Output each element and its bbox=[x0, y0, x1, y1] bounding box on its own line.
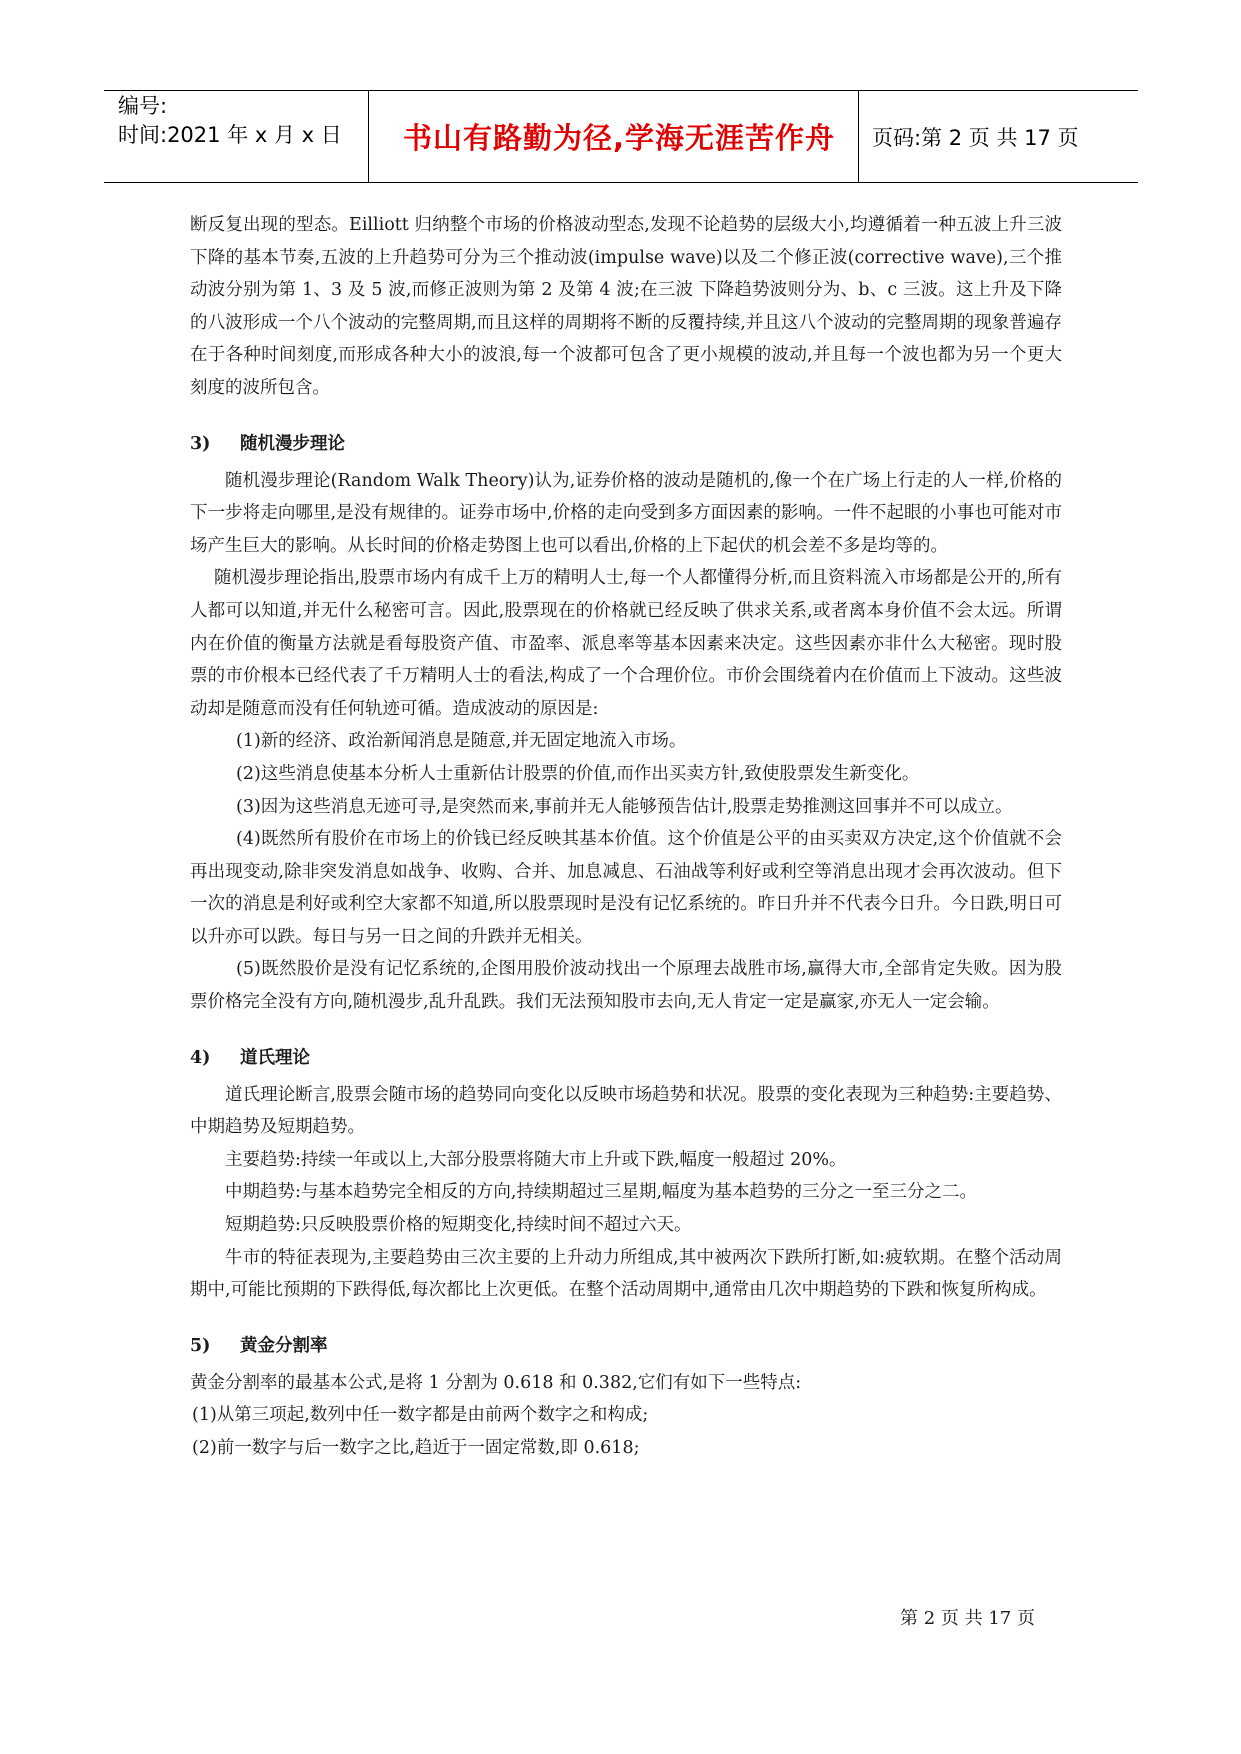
section-4-line-2: 中期趋势:与基本趋势完全相反的方向,持续期超过三星期,幅度为基本趋势的三分之一至三分之二。 bbox=[225, 1182, 978, 1203]
section-3-number: 3) bbox=[190, 433, 211, 454]
footer-page-number: 第 2 页 共 17 页 bbox=[900, 1608, 1035, 1629]
header-divider-left bbox=[368, 90, 369, 183]
section-3-item-2: (2)这些消息使基本分析人士重新估计股票的价值,而作出买卖方针,致使股票发生新变化。 bbox=[236, 763, 920, 784]
section-4-line-3: 短期趋势:只反映股票价格的短期变化,持续时间不超过六天。 bbox=[225, 1215, 692, 1236]
section-3-heading bbox=[190, 429, 1062, 459]
section-5-item-1: (1)从第三项起,数列中任一数字都是由前两个数字之和构成; bbox=[192, 1405, 649, 1426]
header-divider-right bbox=[858, 90, 859, 183]
section-3-paragraph-2: 随机漫步理论指出,股票市场内有成千上万的精明人士,每一个人都懂得分析,而且资料流入市场都是公开的,所有人都可以知道,并无什么秘密可言。因此,股票现在的价格就已经反映了供求关系,或者离本身价值不会太远。所谓内在价值的衡量方法就是看每股资产值、市盈率、派息率等基本因素来决定。这些因素亦非什么大秘密。现时股票的市价根本已经代表了千万精明人士的看法,构成了一个合理价位。市价会围绕着内在价值而上下波动。这些波动却是随意而没有任何轨迹可循。造成波动的原因是: bbox=[190, 568, 1062, 719]
section-5-item-2: (2)前一数字与后一数字之比,趋近于一固定常数,即 0.618; bbox=[192, 1438, 640, 1458]
section-4-paragraph-2: 牛市的特征表现为,主要趋势由三次主要的上升动力所组成,其中被两次下跌所打断,如:疲软期。在整个活动周期中,可能比预期的下跌得低,每次都比上次更低。在整个活动周期中,通常由几次中期趋势的下跌和恢复所构成。 bbox=[190, 1247, 1062, 1301]
section-4-paragraph-1: 道氏理论断言,股票会随市场的趋势同向变化以反映市场趋势和状况。股票的变化表现为三种趋势:主要趋势、中期趋势及短期趋势。 bbox=[190, 1084, 1062, 1138]
section-5-heading bbox=[190, 1331, 1062, 1361]
header-bottom-rule bbox=[104, 182, 1138, 183]
section-4-title: 道氏理论 bbox=[240, 1047, 310, 1068]
header-table bbox=[104, 90, 1138, 183]
section-3-item-5: (5)既然股价是没有记忆系统的,企图用股价波动找出一个原理去战胜市场,赢得大市,全部肯定失败。因为股票价格完全没有方向,随机漫步,乱升乱跌。我们无法预知股市去向,无人肯定一定是赢家,亦无人一定会输。 bbox=[190, 959, 1062, 1013]
serial-label: 编号: bbox=[118, 94, 168, 118]
section-3-paragraph-1: 随机漫步理论(Random Walk Theory)认为,证券价格的波动是随机的,像一个在广场上行走的人一样,价格的下一步将走向哪里,是没有规律的。证券市场中,价格的走向受到多方面因素的影响。一件不起眼的小事也可能对市场产生巨大的影响。从长时间的价格走势图上也可以看出,价格的上下起伏的机会差不多是均等的。 bbox=[190, 470, 1062, 556]
header-motto: 书山有路勤为径,学海无涯苦作舟 bbox=[402, 121, 836, 155]
intro-paragraph: 断反复出现的型态。Eilliott 归纳整个市场的价格波动型态,发现不论趋势的层级大小,均遵循着一种五波上升三波下降的基本节奏,五波的上升趋势可分为三个推动波(impulse wave)以及二个修正波(corrective wave),三个推动波分别为第 1、3 及 5 波,而修正波则为第 2 及第 4 波;在三波 下降趋势波则分为、b、c 三波。这上升及下降的八波形成一个八个波动的完整周期,而且这样的周期将不断的反覆持续,并且这八个波动的完整周期的现象普遍存在于各种时间刻度,而形成各种大小的波浪,每一个波都可包含了更小规模的波动,并且每一个波也都为另一个更大刻度的波所包含。 bbox=[190, 215, 1062, 398]
section-4-line-1: 主要趋势:持续一年或以上,大部分股票将随大市上升或下跌,幅度一般超过 20%。 bbox=[225, 1149, 847, 1170]
section-3-item-1: (1)新的经济、政治新闻消息是随意,并无固定地流入市场。 bbox=[236, 731, 687, 752]
header-page-label: 页码:第 2 页 共 17 页 bbox=[872, 126, 1079, 150]
section-5-number: 5) bbox=[190, 1335, 211, 1356]
section-5-title: 黄金分割率 bbox=[240, 1335, 328, 1356]
section-3-title: 随机漫步理论 bbox=[240, 433, 345, 454]
header-top-rule bbox=[104, 90, 1138, 91]
section-3-item-4: (4)既然所有股价在市场上的价钱已经反映其基本价值。这个价值是公平的由买卖双方决定,这个价值就不会再出现变动,除非突发消息如战争、收购、合并、加息减息、石油战等利好或利空等消息出现才会再次波动。但下一次的消息是利好或利空大家都不知道,所以股票现时是没有记忆系统的。昨日升并不代表今日升。今日跌,明日可以升亦可以跌。每日与另一日之间的升跌并无相关。 bbox=[190, 829, 1062, 947]
section-4-number: 4) bbox=[190, 1047, 211, 1068]
section-5-paragraph-1: 黄金分割率的最基本公式,是将 1 分割为 0.618 和 0.382,它们有如下一些特点: bbox=[190, 1372, 802, 1393]
section-3-item-3: (3)因为这些消息无迹可寻,是突然而来,事前并无人能够预告估计,股票走势推测这回事并不可以成立。 bbox=[236, 796, 1013, 817]
section-4-heading bbox=[190, 1043, 1062, 1073]
time-label: 时间:2021 年 x 月 x 日 bbox=[118, 123, 342, 147]
header-left-cell bbox=[118, 92, 342, 150]
document-body bbox=[190, 209, 1062, 1465]
